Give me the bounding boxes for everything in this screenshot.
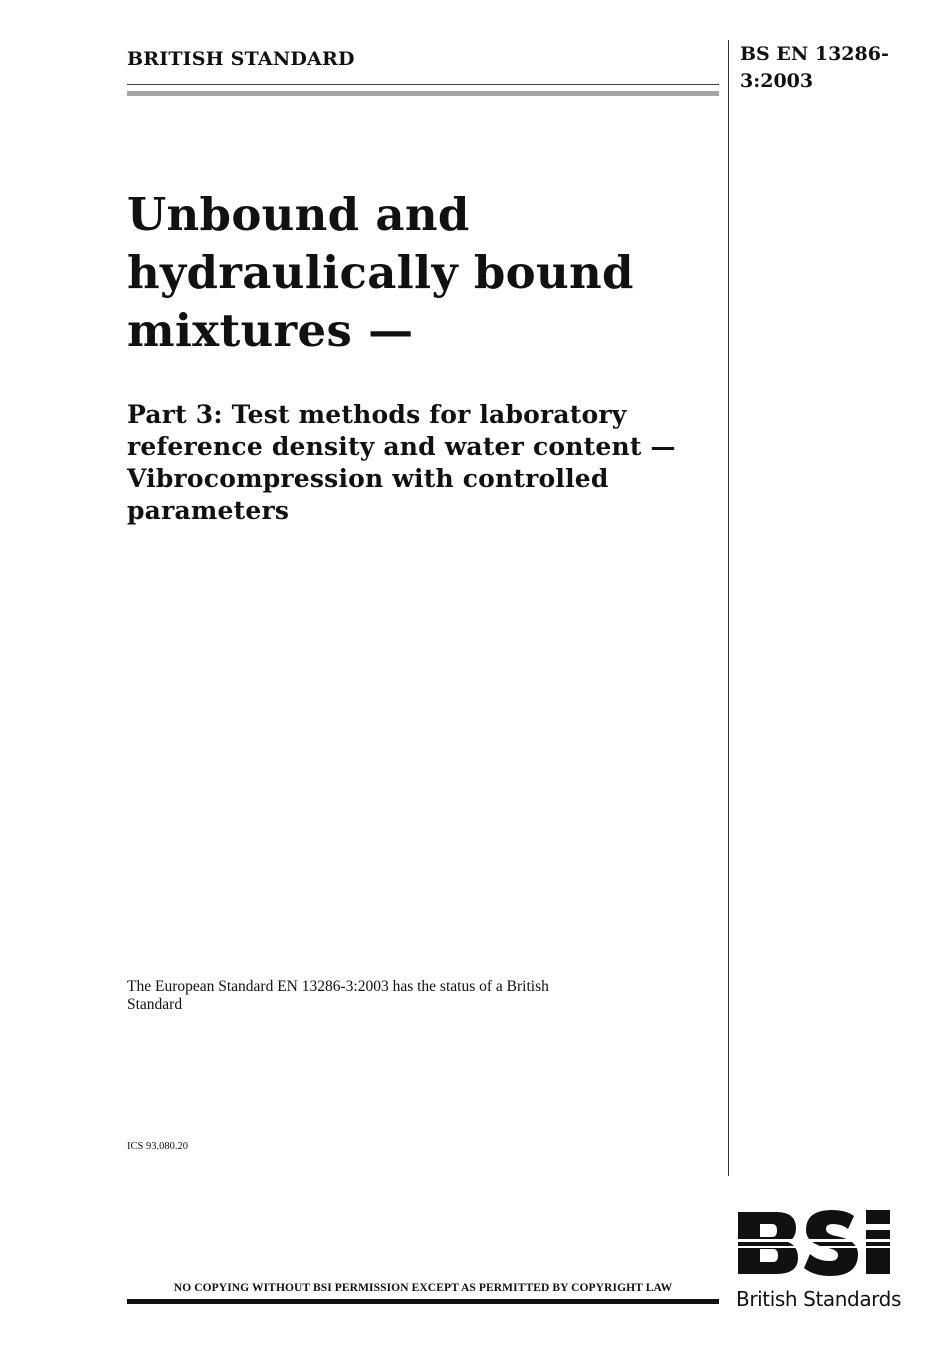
header-rule-thin xyxy=(127,84,719,85)
bsi-logo-caption: British Standards xyxy=(736,1287,901,1311)
header-rule-thick xyxy=(127,91,719,96)
ics-code: ICS 93.080.20 xyxy=(127,1141,188,1152)
footer-rule xyxy=(127,1299,719,1304)
document-title: Unbound and hydraulically bound mixtures — xyxy=(127,188,634,357)
document-subtitle: Part 3: Test methods for laboratory reference density and water content — Vibrocompression with controlled parameters xyxy=(127,400,676,525)
document-number: BS EN 13286-3:2003 xyxy=(740,43,889,92)
vertical-divider xyxy=(728,40,729,1176)
copyright-notice: NO COPYING WITHOUT BSI PERMISSION EXCEPT AS PERMITTED BY COPYRIGHT LAW xyxy=(173,1282,673,1294)
status-note: The European Standard EN 13286-3:2003 has the status of a British Standard xyxy=(127,978,549,1013)
standard-type-label: BRITISH STANDARD xyxy=(127,48,355,70)
bsi-logo-icon xyxy=(736,1208,906,1278)
